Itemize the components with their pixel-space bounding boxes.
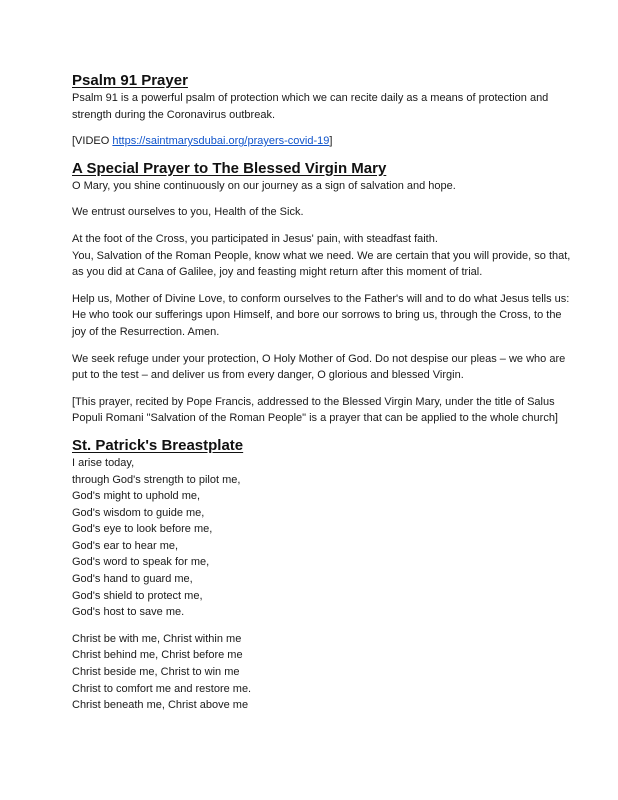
video-reference	[72, 133, 572, 150]
mary-paragraph-4: Help us, Mother of Divine Love, to conform ourselves to the Father's will and to do what Jesus tells us: He who took our sufferings upon Himself, and bore our sorrows to bring us, through the Cross, to the joy of the Resurrection. Amen.	[72, 292, 570, 338]
stanza-line: through God's strength to pilot me,	[72, 473, 241, 486]
stanza-line: God's hand to guard me,	[72, 573, 193, 586]
mary-heading: A Special Prayer to The Blessed Virgin Mary	[72, 159, 387, 177]
stanza-line: God's might to uphold me,	[72, 490, 201, 503]
stanza-line: Christ beside me, Christ to win me	[72, 666, 240, 679]
stanza-line: Christ to comfort me and restore me.	[72, 682, 252, 695]
stanza-line: God's wisdom to guide me,	[72, 506, 205, 519]
mary-paragraph-5: We seek refuge under your protection, O Holy Mother of God. Do not despise our pleas – we who are put to the test – and deliver us from every danger, O glorious and blessed Virgin.	[72, 352, 566, 382]
stanza-line: God's ear to hear me,	[72, 539, 179, 552]
stanza-line: God's word to speak for me,	[72, 556, 210, 569]
stanza-line: God's host to save me.	[72, 606, 185, 619]
video-link[interactable]: https://saintmarysdubai.org/prayers-covid-19	[112, 135, 330, 148]
stanza-line: God's shield to protect me,	[72, 589, 203, 602]
psalm-intro: Psalm 91 is a powerful psalm of protection which we can recite daily as a means of protection and strength during the Coronavirus outbreak.	[72, 92, 549, 121]
stanza-line: Christ be with me, Christ within me	[72, 632, 242, 645]
stanza-line: I arise today,	[72, 456, 135, 469]
stanza-line: God's eye to look before me,	[72, 523, 213, 536]
mary-paragraph-6: [This prayer, recited by Pope Francis, addressed to the Blessed Virgin Mary, under the title of Salus Populi Romani "Salvation of the Roman People" is a prayer that can be applied to the whole church]	[72, 395, 558, 425]
document-page	[72, 72, 572, 714]
patrick-stanza-2	[72, 631, 572, 714]
stanza-line: Christ behind me, Christ before me	[72, 649, 243, 662]
mary-paragraph-2: We entrust ourselves to you, Health of the Sick.	[72, 206, 304, 219]
patrick-stanza-1	[72, 455, 572, 621]
video-suffix: ]	[329, 135, 333, 148]
video-prefix: [VIDEO	[72, 135, 113, 148]
mary-paragraph-1: O Mary, you shine continuously on our journey as a sign of salvation and hope.	[72, 179, 456, 192]
mary-paragraph-3b: You, Salvation of the Roman People, know what we need. We are certain that you will provide, so that, as you did at Cana of Galilee, joy and feasting might return after this moment of trial.	[72, 249, 571, 279]
patrick-heading: St. Patrick's Breastplate	[72, 436, 244, 454]
mary-paragraph-3a: At the foot of the Cross, you participated in Jesus' pain, with steadfast faith.	[72, 232, 438, 245]
stanza-line: Christ beneath me, Christ above me	[72, 699, 249, 712]
psalm-heading: Psalm 91 Prayer	[72, 72, 188, 89]
